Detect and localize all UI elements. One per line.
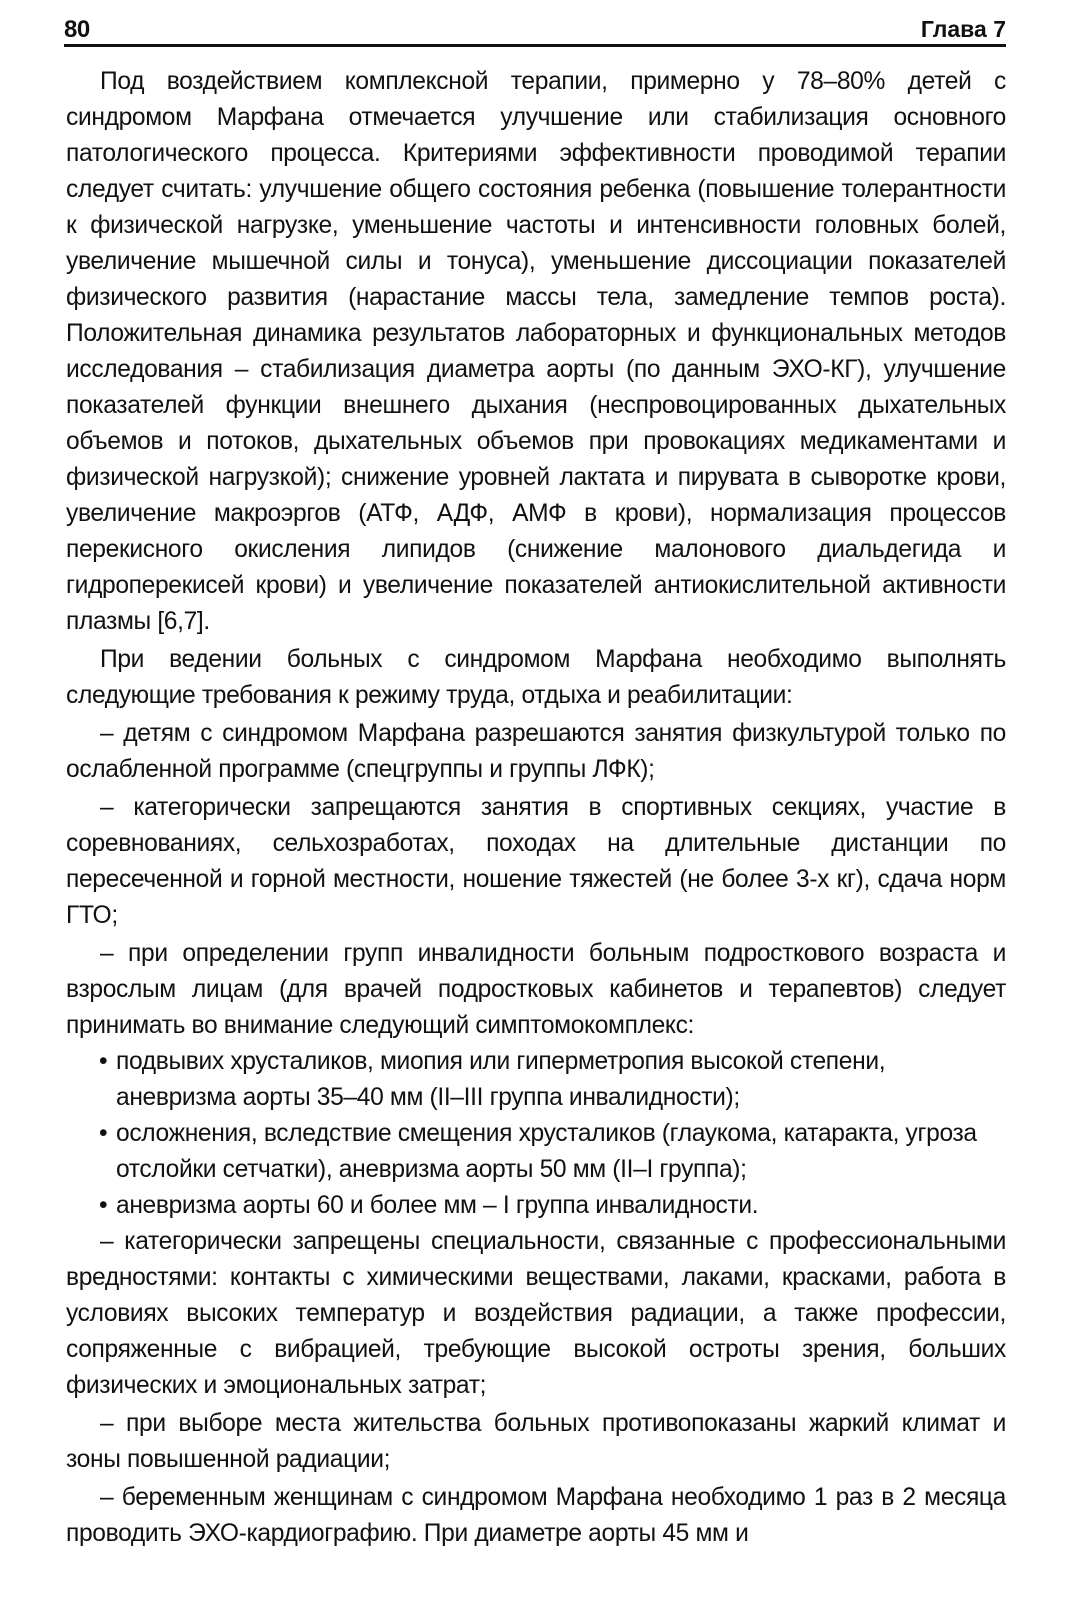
paragraph-prohibited-activities: – категорически запрещаются занятия в спортивных секциях, участие в соревнованиях, сельхозработах, походах на длительные дистанции по пересеченной и горной местности, ношение тяжестей (не более 3-х кг), сдача норм ГТО; bbox=[66, 794, 1006, 929]
running-header bbox=[64, 14, 1006, 47]
list-item-text: подвывих хрусталиков, миопия или гиперметропия высокой степени, аневризма аорты 35–40 мм (II–III группа инвалидности); bbox=[116, 1048, 886, 1111]
list-item-text: аневризма аорты 60 и более мм – I группа инвалидности. bbox=[116, 1192, 759, 1219]
bullet-mark: • bbox=[99, 1048, 108, 1075]
paragraph-prohibited-professions: – категорически запрещены специальности, связанные с профессиональными вредностями: контакты с химическими веществами, лаками, красками, работа в условиях высоких температур и воздействия радиации, а также профессии, сопряженные с вибрацией, требующие высокой остроты зрения, больших физических и эмоциональных затрат; bbox=[66, 1228, 1006, 1399]
paragraph-residence: – при выборе места жительства больных противопоказаны жаркий климат и зоны повышенной радиации; bbox=[66, 1410, 1006, 1473]
symptom-list bbox=[66, 1044, 1006, 1224]
paragraph-regime-intro: При ведении больных с синдромом Марфана необходимо выполнять следующие требования к режиму труда, отдыха и реабилитации: bbox=[66, 646, 1006, 709]
page-number: 80 bbox=[64, 16, 90, 43]
paragraph-therapy-criteria: Под воздействием комплексной терапии, примерно у 78–80% детей с синдромом Марфана отмечается улучшение или стабилизация основного патологического процесса. Критериями эффективности проводимой терапии следует считать: улучшение общего состояния ребенка (повышение толерантности к физической нагрузке, уменьшение частоты и интенсивности головных болей, увеличение мышечной силы и тонуса), уменьшение диссоциации показателей физического развития (нарастание массы тела, замедление темпов роста). Положительная динамика результатов лабораторных и функциональных методов исследования – стабилизация диаметра аорты (по данным ЭХО-КГ), улучшение показателей функции внешнего дыхания (неспровоцированных дыхательных объемов и потоков, дыхательных объемов при провокациях медикаментами и физической нагрузкой); снижение уровней лактата и пирувата в сыворотке крови, увеличение макроэргов (АТФ, АДФ, АМФ в крови), нормализация процессов перекисного окисления липидов (снижение малонового диальдегида и гидроперекисей крови) и увеличение показателей антиокислительной активности плазмы [6,7]. bbox=[66, 68, 1006, 635]
bullet-mark: • bbox=[99, 1120, 108, 1147]
list-item bbox=[66, 1044, 1006, 1116]
list-item bbox=[66, 1188, 1006, 1224]
paragraph-disability-groups: – при определении групп инвалидности больным подросткового возраста и взрослым лицам (для врачей подростковых кабинетов и терапевтов) следует принимать во внимание следующий симптомокомплекс: bbox=[66, 940, 1006, 1039]
paragraph-pregnancy: – беременным женщинам с синдромом Марфана необходимо 1 раз в 2 месяца проводить ЭХО-кардиографию. При диаметре аорты 45 мм и bbox=[66, 1484, 1006, 1547]
list-item bbox=[66, 1116, 1006, 1188]
chapter-title: Глава 7 bbox=[920, 16, 1006, 42]
bullet-mark: • bbox=[99, 1192, 108, 1219]
body-text bbox=[66, 64, 1006, 1552]
paragraph-physical-education: – детям с синдромом Марфана разрешаются занятия физкультурой только по ослабленной программе (спецгруппы и группы ЛФК); bbox=[66, 720, 1006, 783]
list-item-text: осложнения, вследствие смещения хрусталиков (глаукома, катаракта, угроза отслойки сетчатки), аневризма аорты 50 мм (II–I группа); bbox=[116, 1120, 977, 1183]
